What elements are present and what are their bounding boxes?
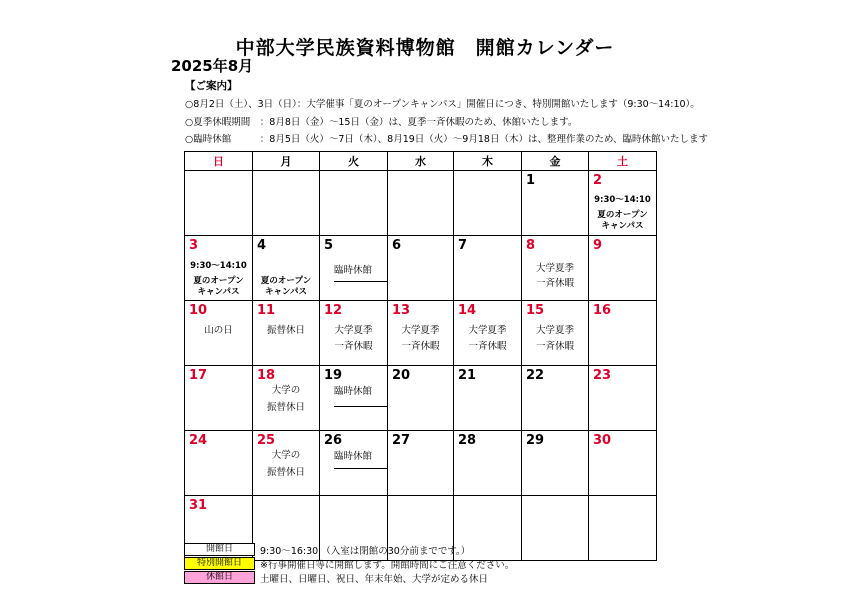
weekday-mon: 月 bbox=[253, 152, 320, 171]
event-label: キャンパス bbox=[197, 287, 240, 297]
day-cell bbox=[454, 366, 522, 431]
day-cell bbox=[522, 301, 589, 366]
day-number: 31 bbox=[189, 498, 208, 513]
day-cell bbox=[320, 431, 388, 496]
day-number: 12 bbox=[324, 303, 343, 318]
empty-cell bbox=[589, 496, 657, 561]
day-number: 16 bbox=[593, 303, 612, 318]
day-cell bbox=[320, 366, 388, 431]
day-cell bbox=[589, 366, 657, 431]
holiday-label: 一斉休暇 bbox=[535, 341, 574, 352]
event-label: キャンパス bbox=[601, 221, 644, 231]
holiday-label: 一斉休暇 bbox=[535, 278, 574, 289]
calendar-week bbox=[185, 301, 657, 366]
event-label: キャンパス bbox=[265, 287, 307, 297]
day-number: 10 bbox=[189, 303, 208, 318]
guide-heading: 【ご案内】 bbox=[185, 80, 238, 92]
temp-closed-label: 臨時休館 bbox=[334, 386, 373, 397]
legend-text: 土曜日、日曜日、祝日、年末年始、大学が定める休日 bbox=[260, 574, 489, 585]
day-cell bbox=[253, 301, 320, 366]
day-number: 24 bbox=[189, 433, 208, 448]
holiday-label: 振替休日 bbox=[266, 467, 305, 478]
day-number: 14 bbox=[458, 303, 477, 318]
day-number: 25 bbox=[257, 433, 276, 448]
holiday-label: 振替休日 bbox=[266, 325, 305, 336]
event-label: 夏のオープン bbox=[193, 276, 244, 286]
empty-cell bbox=[388, 171, 454, 236]
day-number: 23 bbox=[593, 368, 612, 383]
calendar-week bbox=[185, 431, 657, 496]
day-cell bbox=[388, 236, 454, 301]
day-number: 17 bbox=[189, 368, 208, 383]
day-cell bbox=[388, 366, 454, 431]
day-number: 29 bbox=[526, 433, 545, 448]
legend-text: ※行事開催日等に開館します。開館時間にご注意ください。 bbox=[260, 560, 515, 571]
day-number: 11 bbox=[257, 303, 276, 318]
holiday-label: 大学夏季 bbox=[535, 263, 574, 274]
special-hours: 9:30～14:10 bbox=[190, 261, 247, 271]
legend-swatch-open: 開館日 bbox=[184, 543, 255, 556]
guide-note: ○夏季休暇期間 ：8月8日（金）～15日（金）は、夏季一斉休暇のため、休館いたします。 bbox=[185, 117, 578, 128]
day-cell bbox=[388, 301, 454, 366]
day-cell bbox=[522, 171, 589, 236]
holiday-label: 大学夏季 bbox=[334, 325, 373, 336]
temp-closed-label: 臨時休館 bbox=[334, 265, 373, 276]
day-cell bbox=[522, 366, 589, 431]
legend-swatch-special: 特別開館日 bbox=[184, 557, 255, 570]
day-cell bbox=[320, 236, 388, 301]
weekday-wed: 水 bbox=[388, 152, 454, 171]
month-heading: 2025年8月 bbox=[171, 57, 254, 75]
day-number: 8 bbox=[526, 238, 536, 253]
day-cell bbox=[522, 236, 589, 301]
holiday-label: 一斉休暇 bbox=[468, 341, 507, 352]
guide-note: ○8月2日（土）、3日（日）：大学催事「夏のオープンキャンパス」開催日につき、特別開館いたします（9:30～14:10）。 bbox=[185, 99, 700, 110]
day-cell bbox=[454, 301, 522, 366]
day-number: 21 bbox=[458, 368, 477, 383]
day-number: 20 bbox=[392, 368, 411, 383]
empty-cell bbox=[454, 171, 522, 236]
holiday-label: 大学夏季 bbox=[401, 325, 440, 336]
holiday-label: 大学夏季 bbox=[468, 325, 507, 336]
day-number: 28 bbox=[458, 433, 477, 448]
day-cell bbox=[185, 366, 253, 431]
calendar-table bbox=[184, 151, 657, 561]
day-number: 9 bbox=[593, 238, 603, 253]
day-number: 5 bbox=[324, 238, 334, 253]
event-label: 夏のオープン bbox=[597, 210, 648, 220]
day-number: 27 bbox=[392, 433, 411, 448]
weekday-sat: 土 bbox=[589, 152, 657, 171]
day-number: 18 bbox=[257, 368, 276, 383]
weekday-thu: 木 bbox=[454, 152, 522, 171]
holiday-label: 大学の bbox=[271, 450, 301, 461]
legend-swatch-closed: 休館日 bbox=[184, 571, 255, 584]
day-number: 30 bbox=[593, 433, 612, 448]
day-cell bbox=[522, 431, 589, 496]
day-cell bbox=[185, 301, 253, 366]
guide-note: ○臨時休館 ：8月5日（火）～7日（木）、8月19日（火）～9月18日（木）は、整理作業のため、臨時休館いたします bbox=[185, 134, 709, 145]
holiday-label: 振替休日 bbox=[266, 402, 305, 413]
day-cell bbox=[454, 236, 522, 301]
empty-cell bbox=[320, 171, 388, 236]
day-number: 15 bbox=[526, 303, 545, 318]
weekday-tue: 火 bbox=[320, 152, 388, 171]
holiday-label: 一斉休暇 bbox=[334, 341, 373, 352]
day-number: 6 bbox=[392, 238, 402, 253]
day-cell bbox=[320, 301, 388, 366]
special-hours: 9:30～14:10 bbox=[594, 195, 651, 205]
calendar-week bbox=[185, 171, 657, 236]
day-number: 7 bbox=[458, 238, 468, 253]
temp-closed-label: 臨時休館 bbox=[334, 451, 373, 462]
calendar-week bbox=[185, 366, 657, 431]
day-number: 22 bbox=[526, 368, 545, 383]
day-number: 4 bbox=[257, 238, 267, 253]
empty-cell bbox=[253, 171, 320, 236]
day-cell bbox=[589, 171, 657, 236]
weekday-header-row bbox=[185, 152, 657, 171]
day-number: 13 bbox=[392, 303, 411, 318]
page-title: 中部大学民族資料博物館 開館カレンダー bbox=[235, 37, 615, 59]
day-cell bbox=[185, 236, 253, 301]
day-cell bbox=[185, 431, 253, 496]
legend-text: 9:30～16:30 （入室は閉館の30分前までです。） bbox=[260, 546, 471, 557]
day-number: 19 bbox=[324, 368, 343, 383]
weekday-sun: 日 bbox=[185, 152, 253, 171]
day-cell bbox=[589, 431, 657, 496]
event-label: 夏のオープン bbox=[260, 276, 312, 286]
day-number: 2 bbox=[593, 173, 603, 188]
day-number: 1 bbox=[526, 173, 536, 188]
holiday-label: 大学夏季 bbox=[535, 325, 574, 336]
day-number: 3 bbox=[189, 238, 199, 253]
day-cell bbox=[253, 366, 320, 431]
empty-cell bbox=[522, 496, 589, 561]
holiday-label: 大学の bbox=[271, 385, 301, 396]
holiday-label: 山の日 bbox=[204, 325, 233, 336]
day-cell bbox=[253, 236, 320, 301]
holiday-label: 一斉休暇 bbox=[401, 341, 440, 352]
day-cell bbox=[454, 431, 522, 496]
empty-cell bbox=[185, 171, 253, 236]
weekday-fri: 金 bbox=[522, 152, 589, 171]
day-cell bbox=[589, 236, 657, 301]
day-cell bbox=[253, 431, 320, 496]
day-cell bbox=[589, 301, 657, 366]
calendar-week bbox=[185, 236, 657, 301]
day-number: 26 bbox=[324, 433, 343, 448]
day-cell bbox=[388, 431, 454, 496]
